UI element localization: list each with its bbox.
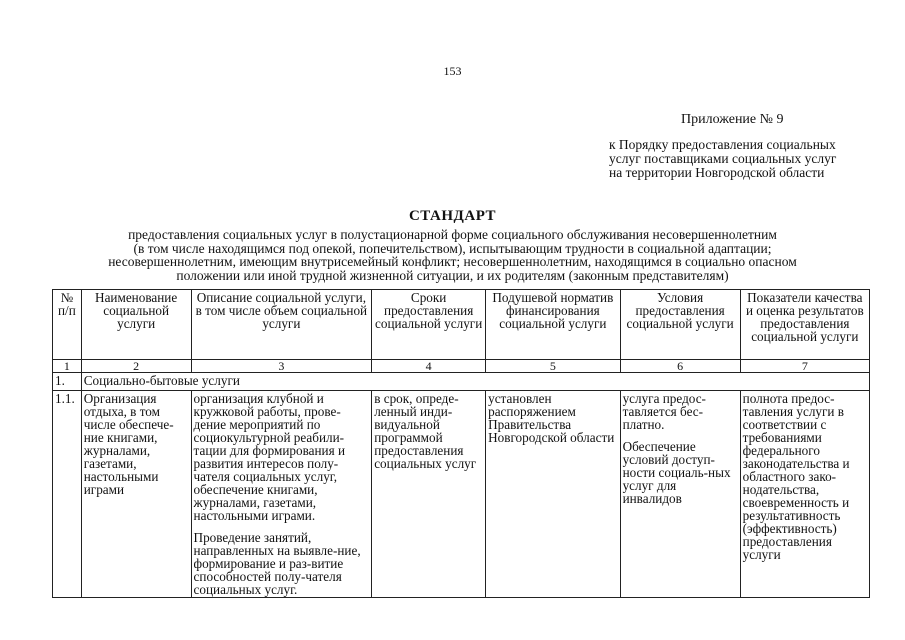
appendix-line: к Порядку предоставления социальных — [609, 137, 836, 152]
terms-cell: в срок, опреде-ленный инди-видуальной программой предоставления социальных услуг — [372, 391, 486, 598]
table-header-row — [53, 290, 870, 360]
column-number: 2 — [81, 360, 191, 373]
quality-cell: полнота предос-тавления услуги в соответствии с требованиями федерального законодательства и областного зако-нодательства, своевременность и результативность (эффективность) предоставления услуги — [740, 391, 869, 598]
section-number: 1. — [53, 373, 82, 391]
header-service-name: Наименование социальной услуги — [81, 290, 191, 360]
section-title: Социально-бытовые услуги — [81, 373, 869, 391]
service-name-cell: Организация отдыха, в том числе обеспече-ние книгами, журналами, газетами, настольными играми — [81, 391, 191, 598]
appendix-subtitle — [609, 138, 836, 180]
header-quality: Показатели качества и оценка результатов предоставления социальной услуги — [740, 290, 869, 360]
conditions-paragraph: услуга предос-тавляется бес-платно. — [622, 391, 706, 432]
description-paragraph: организация клубной и кружковой работы, прове-дение мероприятий по социокультурной реабили-тации для формирования и развития интересов полу-чателя социальных услуг, обеспечение книгами, журналами, газетами, настольными играми. — [193, 391, 346, 523]
column-number: 5 — [486, 360, 620, 373]
header-funding: Подушевой норматив финансирования социальной услуги — [486, 290, 620, 360]
description-line: предоставления социальных услуг в полустационарной форме социального обслуживания несовершеннолетним — [128, 227, 777, 242]
header-service-description: Описание социальной услуги, в том числе объем социальной услуги — [191, 290, 372, 360]
row-number: 1.1. — [53, 391, 82, 598]
column-number: 1 — [53, 360, 82, 373]
conditions-cell — [620, 391, 740, 598]
standard-title: СТАНДАРТ — [408, 208, 497, 224]
appendix-title: Приложение № 9 — [681, 112, 784, 127]
funding-cell: установлен распоряжением Правительства Новгородской области — [486, 391, 620, 598]
column-number: 7 — [740, 360, 869, 373]
standard-table — [52, 289, 870, 598]
page-number: 153 — [443, 64, 462, 78]
column-number: 6 — [620, 360, 740, 373]
header-terms: Сроки предоставления социальной услуги — [372, 290, 486, 360]
standard-description — [50, 228, 855, 282]
service-description-cell — [191, 391, 372, 598]
column-number-row — [53, 360, 870, 373]
column-number: 4 — [372, 360, 486, 373]
appendix-line: на территории Новгородской области — [609, 165, 825, 180]
conditions-paragraph: Обеспечение условий доступ-ности социаль-ных услуг для инвалидов — [622, 439, 731, 506]
description-line: положении или иной трудной жизненной ситуации, и их родителям (законным представителям) — [176, 267, 729, 283]
appendix-line: услуг поставщиками социальных услуг — [609, 151, 837, 166]
column-number: 3 — [191, 360, 372, 373]
description-line: несовершеннолетним, имеющим внутрисемейный конфликт; несовершеннолетним, находящимся в социально опасном — [108, 254, 797, 270]
description-paragraph: Проведение занятий, направленных на выявле-ние, формирование и раз-витие способностей полу-чателя социальных услуг. — [193, 530, 361, 597]
header-conditions: Условия предоставления социальной услуги — [620, 290, 740, 360]
table-row — [53, 391, 870, 598]
description-line: (в том числе находящимся под опекой, попечительством), испытывающим трудности в социальной адаптации; — [133, 240, 772, 256]
section-row — [53, 373, 870, 391]
header-number: № п/п — [53, 290, 82, 360]
